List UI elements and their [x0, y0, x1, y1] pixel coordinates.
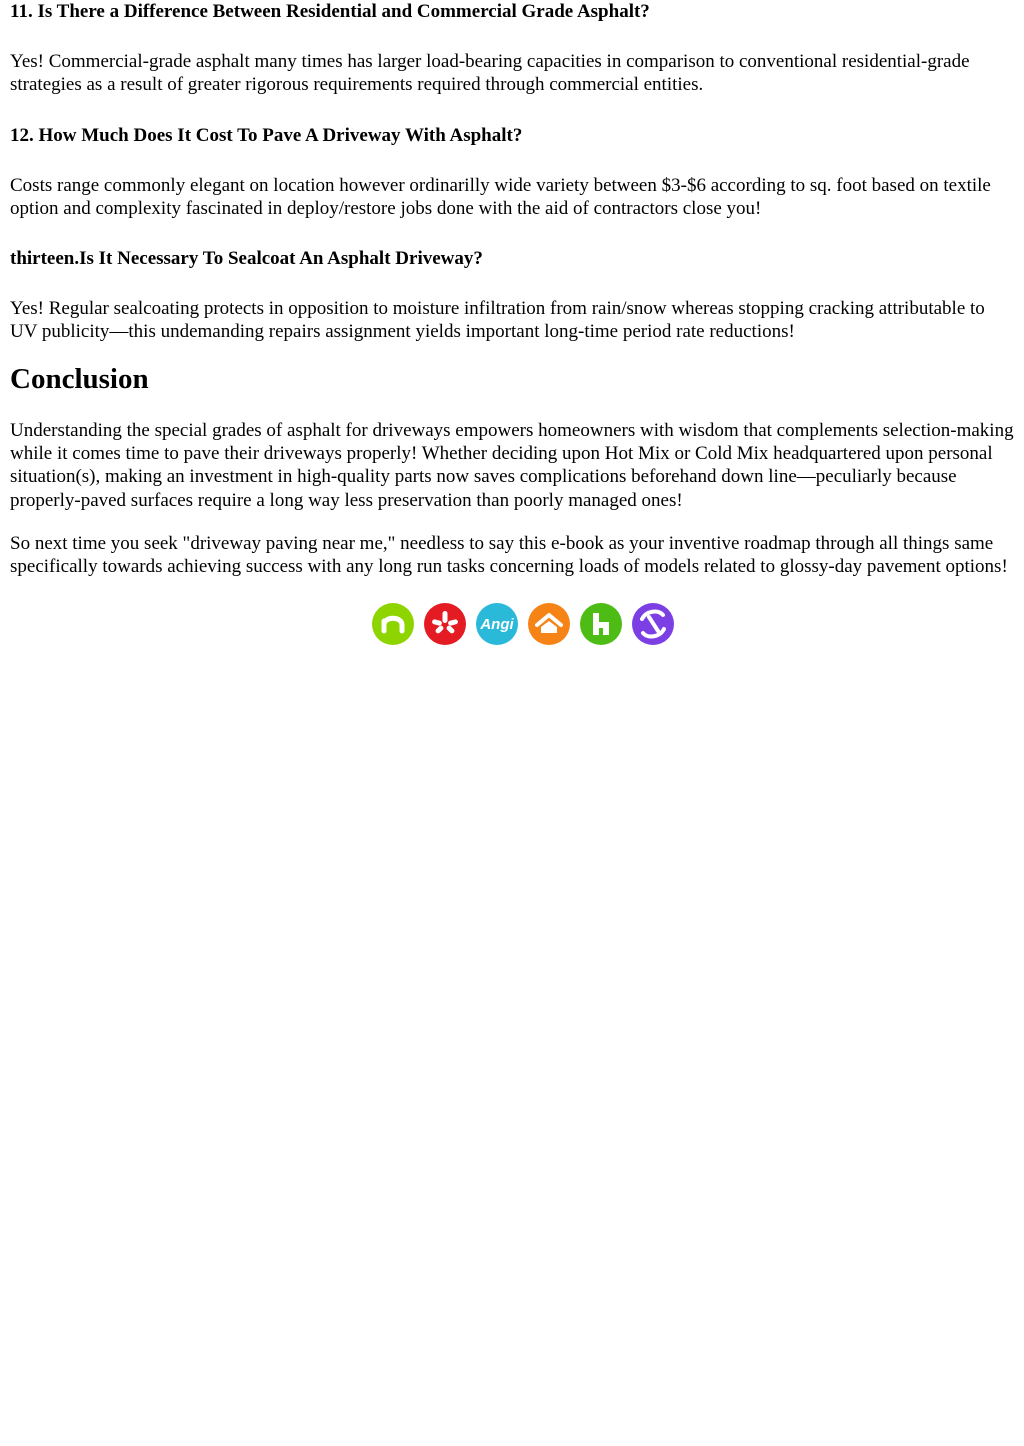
faq-answer-13: Yes! Regular sealcoating protects in opposition to moisture infiltration from rain/snow whereas stopping cracking attributable to UV publicity—this undemanding repairs assignment yields important long-time period rate reductions! — [10, 298, 985, 343]
angi-icon[interactable] — [476, 603, 518, 645]
houzz-icon[interactable] — [580, 603, 622, 645]
conclusion-paragraph-2: So next time you seek "driveway paving near me," needless to say this e-book as your inventive roadmap through all things same specifically towards achieving success with any long run tasks concerning loads of models related to glossy-day pavement options! — [10, 532, 1008, 578]
conclusion-paragraph-1: Understanding the special grades of asphalt for driveways empowers homeowners with wisdom that complements selection-making while it comes time to pave their driveways properly! Whether deciding upon Hot Mix or Cold Mix headquartered upon personal situation(s), making an investment in high-quality parts now saves complications beforehand down line—peculiarly because properly-paved surfaces require a long way less preservation than poorly managed ones! — [10, 419, 1014, 511]
link-icon[interactable] — [632, 603, 674, 645]
svg-text:Angi: Angi — [480, 615, 514, 633]
faq-question-13: thirteen.Is It Necessary To Sealcoat An Asphalt Driveway? — [10, 248, 483, 270]
article-page — [0, 0, 1024, 645]
faq-question-11: 11. Is There a Difference Between Residential and Commercial Grade Asphalt? — [10, 1, 650, 22]
conclusion-heading: Conclusion — [10, 362, 149, 395]
yelp-icon[interactable] — [424, 603, 466, 645]
homeadvisor-icon[interactable] — [528, 603, 570, 645]
social-icon-row — [10, 603, 1014, 645]
faq-answer-12: Costs range commonly elegant on location however ordinarilly wide variety between $3-$6 according to sq. foot based on textile option and complexity fascinated in deploy/restore jobs done with the aid of contractors close you! — [10, 174, 991, 219]
nextdoor-icon[interactable] — [372, 603, 414, 645]
faq-question-12: 12. How Much Does It Cost To Pave A Driveway With Asphalt? — [10, 124, 523, 146]
faq-answer-11: Yes! Commercial-grade asphalt many times has larger load-bearing capacities in comparison to conventional residential-grade strategies as a result of greater rigorous requirements required through commercial entities. — [10, 51, 970, 96]
